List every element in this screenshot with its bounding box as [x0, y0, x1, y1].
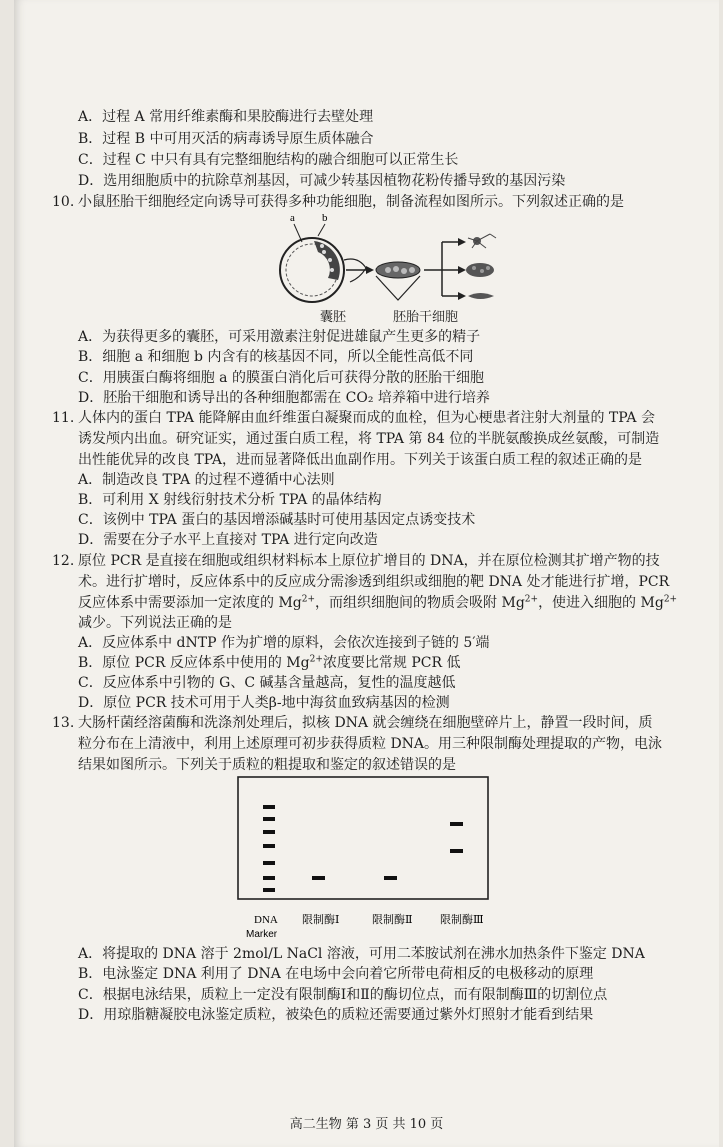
- q13-stem-text-1: 大肠杆菌经溶菌酶和洗涤剂处理后，拟核 DNA 就会缠绕在细胞壁碎片上，静置一段时间，质: [78, 715, 653, 731]
- lane3-band-upper: [450, 822, 463, 826]
- lane3-band-lower: [450, 849, 463, 853]
- caption-blastocyst: 囊胚: [320, 310, 347, 325]
- q12-stem-3c: ，使进入细胞的 Mg: [538, 595, 664, 611]
- q12-stem-3b: ，而组织细胞间的物质会吸附 Mg: [315, 595, 525, 611]
- lane3-label: 限制酶Ⅲ: [440, 913, 484, 926]
- electrophoresis-gel: [224, 775, 504, 943]
- mg-superscript: 2+: [663, 594, 678, 605]
- q11-stem-line2: 诱发颅内出血。研究证实，通过蛋白质工程，将 TPA 第 84 位的半胱氨酸换成丝氨酸，可制造: [78, 431, 660, 447]
- mg-superscript: 2+: [309, 654, 323, 665]
- q10-stem-text: 小鼠胚胎干细胞经定向诱导可获得多种功能细胞，制备流程如图所示。下列叙述正确的是: [78, 194, 624, 210]
- q13-option-a: A．将提取的 DNA 溶于 2mol/L NaCl 溶液，可用二苯胺试剂在沸水加热条件下鉴定 DNA: [78, 946, 645, 962]
- q12-option-c: C．反应体系中引物的 G、C 碱基含量越高，复性的温度越低: [78, 675, 456, 691]
- q12-stem-line3: [78, 593, 677, 613]
- q12-stem-line2: 术。进行扩增时，反应体系中的反应成分需渗透到组织或细胞的靶 DNA 处才能进行扩增，PCR: [78, 574, 670, 590]
- q13-stem-line1: [52, 713, 652, 733]
- q13-number: 13.: [52, 715, 75, 731]
- q12-stem-3a: 反应体系中需要添加一定浓度的 Mg: [78, 595, 302, 611]
- marker-band: [263, 805, 275, 809]
- q12-option-a: A．反应体系中 dNTP 作为扩增的原料，会依次连接到子链的 5′端: [78, 635, 490, 651]
- marker-band: [263, 876, 275, 880]
- q12-stem-text-1: 原位 PCR 是直接在细胞或组织材料标本上原位扩增目的 DNA，并在原位检测其扩增产物的技: [78, 553, 660, 569]
- lane2-label: 限制酶Ⅱ: [372, 913, 413, 926]
- neuron-cell-icon: [468, 234, 496, 248]
- lane2-band: [384, 876, 397, 880]
- q13-stem-line2: 粒分布在上清液中，利用上述原理可初步获得质粒 DNA。用三种限制酶处理提取的产物，电泳: [78, 736, 663, 752]
- q12-option-b-1: B．原位 PCR 反应体系中使用的 Mg: [78, 655, 310, 671]
- caption-es-cells: 胚胎干细胞: [393, 310, 459, 325]
- exam-page: [14, 0, 719, 1147]
- gel-frame: [238, 777, 488, 899]
- q12-stem-line4: 减少。下列说法正确的是: [78, 615, 232, 631]
- q10-option-b: B．细胞 a 和细胞 b 内含有的核基因不同，所以全能性高低不同: [78, 349, 474, 365]
- q11-number: 11.: [52, 410, 75, 426]
- blastocyst-figure: [262, 208, 502, 326]
- page-footer: 高二生物 第 3 页 共 10 页: [289, 1117, 444, 1132]
- q11-option-b: B．可利用 X 射线衍射技术分析 TPA 的晶体结构: [78, 492, 382, 508]
- culture-dish: [376, 262, 420, 300]
- q12-number: 12.: [52, 553, 75, 569]
- q10-option-a: A．为获得更多的囊胚，可采用激素注射促进雄鼠产生更多的精子: [78, 329, 481, 345]
- q9-option-b: B．过程 B 中可用灭活的病毒诱导原生质体融合: [78, 131, 374, 147]
- q12-option-d: D．原位 PCR 技术可用于人类β-地中海贫血致病基因的检测: [78, 695, 450, 711]
- q10-number: 10.: [52, 194, 75, 210]
- mg-superscript: 2+: [301, 594, 316, 605]
- q12-option-b-2: 浓度要比常规 PCR 低: [322, 655, 461, 671]
- mg-superscript: 2+: [524, 594, 539, 605]
- q13-option-b: B．电泳鉴定 DNA 利用了 DNA 在电场中会向着它所带电荷相反的电极移动的原理: [78, 966, 594, 982]
- q9-option-a: A．过程 A 常用纤维素酶和果胶酶进行去壁处理: [78, 109, 374, 125]
- q11-stem-line3: 出性能优异的改良 TPA，进而显著降低出血副作用。下列关于该蛋白质工程的叙述正确的是: [78, 452, 643, 468]
- lane1-label: 限制酶Ⅰ: [302, 913, 340, 926]
- q13-stem-line3: 结果如图所示。下列关于质粒的粗提取和鉴定的叙述错误的是: [78, 757, 456, 773]
- lane-dna-label: DNA: [254, 914, 278, 926]
- label-a: a: [290, 212, 295, 224]
- marker-band: [263, 830, 275, 834]
- q11-stem-line1: [52, 408, 655, 428]
- marker-band: [263, 817, 275, 821]
- elongated-cell-icon: [468, 293, 494, 299]
- q12-option-b: [78, 653, 460, 673]
- q10-option-d: D．胚胎干细胞和诱导出的各种细胞都需在 CO₂ 培养箱中进行培养: [78, 390, 490, 406]
- q9-option-c: C．过程 C 中只有具有完整细胞结构的融合细胞可以正常生长: [78, 152, 459, 168]
- q11-option-d: D．需要在分子水平上直接对 TPA 进行定向改造: [78, 532, 378, 548]
- label-b: b: [322, 212, 328, 224]
- q11-stem-text-1: 人体内的蛋白 TPA 能降解由血纤维蛋白凝聚而成的血栓，但为心梗患者注射大剂量的 TPA 会: [78, 410, 655, 426]
- blastocyst: [280, 238, 344, 302]
- q11-option-a: A．制造改良 TPA 的过程不遵循中心法则: [78, 472, 335, 488]
- marker-band: [263, 861, 275, 865]
- q13-option-c: C．根据电泳结果，质粒上一定没有限制酶Ⅰ和Ⅱ的酶切位点，而有限制酶Ⅲ的切割位点: [78, 987, 608, 1003]
- muscle-cell-cluster-icon: [466, 263, 494, 277]
- q9-option-d: D．选用细胞质中的抗除草剂基因，可减少转基因植物花粉传播导致的基因污染: [78, 173, 566, 189]
- marker-band: [263, 844, 275, 848]
- label-b-pointer: [318, 224, 325, 236]
- q12-stem-line1: [52, 551, 660, 571]
- marker-bands: [263, 805, 275, 892]
- lane1-band: [312, 876, 325, 880]
- marker-band: [263, 888, 275, 892]
- q13-option-d: D．用琼脂糖凝胶电泳鉴定质粒，被染色的质粒还需要通过紫外灯照射才能看到结果: [78, 1007, 594, 1023]
- q10-option-c: C．用胰蛋白酶将细胞 a 的膜蛋白消化后可获得分散的胚胎干细胞: [78, 370, 484, 386]
- lane-marker-label: Marker: [246, 929, 278, 940]
- q11-option-c: C．该例中 TPA 蛋白的基因增添碱基时可使用基因定点诱变技术: [78, 512, 476, 528]
